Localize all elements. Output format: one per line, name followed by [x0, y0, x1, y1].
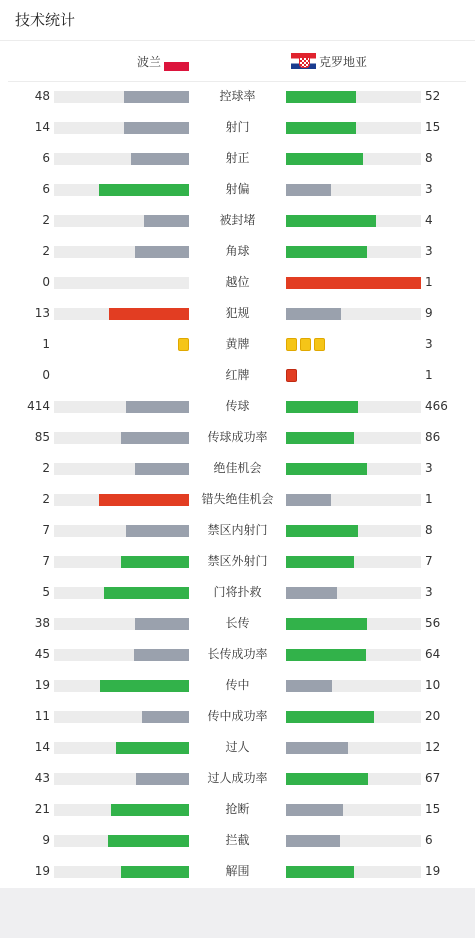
stat-row: [0, 174, 475, 205]
bar-fill-left: [135, 246, 189, 258]
stat-left-value: 0: [42, 275, 50, 289]
stat-row: [0, 546, 475, 577]
stat-label: 绝佳机会: [213, 461, 262, 475]
bar-fill-right: [286, 618, 367, 630]
stat-label: 黄牌: [225, 337, 250, 351]
bar-track-right: [286, 432, 421, 444]
bar-fill-right: [286, 525, 358, 537]
cards-left: [178, 338, 189, 352]
bar-fill-left: [104, 587, 189, 599]
bar-fill-left: [142, 711, 189, 723]
stat-label: 射门: [225, 120, 250, 134]
bar-fill-left: [131, 153, 189, 165]
stat-right-value: 7: [425, 554, 433, 568]
stat-label: 射偏: [225, 182, 250, 196]
stat-right-value: 6: [425, 833, 433, 847]
stat-label: 解围: [225, 864, 250, 878]
stat-right-value: 15: [425, 802, 441, 816]
bar-track-left: [54, 773, 189, 785]
bar-track-left: [54, 432, 189, 444]
bar-fill-left: [126, 401, 189, 413]
stat-left-value: 13: [34, 306, 50, 320]
bar-fill-right: [286, 401, 358, 413]
stat-right-value: 15: [425, 120, 441, 134]
stat-row: [0, 732, 475, 763]
bar-track-left: [54, 618, 189, 630]
stat-left-value: 9: [42, 833, 50, 847]
stat-label: 角球: [225, 244, 250, 258]
stat-row: [0, 391, 475, 422]
yellow-card-icon: [178, 338, 189, 351]
stat-left-value: 43: [34, 771, 50, 785]
stat-right-value: 64: [425, 647, 441, 661]
stat-label: 射正: [225, 151, 250, 165]
bar-track-left: [54, 525, 189, 537]
bar-track-left: [54, 215, 189, 227]
bar-fill-right: [286, 556, 354, 568]
bar-track-right: [286, 587, 421, 599]
stat-right-value: 8: [425, 151, 433, 165]
croatia-flag-icon: [291, 53, 316, 69]
bar-fill-right: [286, 494, 331, 506]
bar-fill-right: [286, 122, 356, 134]
bar-fill-left: [135, 463, 189, 475]
stat-row: [0, 484, 475, 515]
stat-label: 传球成功率: [207, 430, 268, 444]
bar-track-right: [286, 618, 421, 630]
bar-track-left: [54, 308, 189, 320]
stat-label: 传球: [225, 399, 250, 413]
stat-right-value: 86: [425, 430, 441, 444]
bar-track-right: [286, 91, 421, 103]
stat-right-value: 1: [425, 492, 433, 506]
bar-track-right: [286, 246, 421, 258]
team-right: [291, 52, 367, 70]
bar-fill-right: [286, 184, 331, 196]
bar-track-left: [54, 277, 189, 289]
bar-fill-right: [286, 308, 341, 320]
stat-row: [0, 112, 475, 143]
bar-track-left: [54, 587, 189, 599]
stat-label: 长传: [225, 616, 250, 630]
bar-fill-right: [286, 587, 337, 599]
stat-right-value: 3: [425, 461, 433, 475]
stat-row: [0, 143, 475, 174]
bar-fill-right: [286, 432, 354, 444]
page-title: 技术统计: [15, 11, 76, 29]
cards-right: [286, 369, 297, 383]
yellow-card-icon: [300, 338, 311, 351]
bar-track-left: [54, 153, 189, 165]
stat-left-value: 414: [27, 399, 50, 413]
stat-left-value: 6: [42, 151, 50, 165]
stat-left-value: 7: [42, 523, 50, 537]
bar-track-left: [54, 122, 189, 134]
bar-track-left: [54, 463, 189, 475]
stat-left-value: 1: [42, 337, 50, 351]
stat-label: 传中: [225, 678, 250, 692]
stat-right-value: 56: [425, 616, 441, 630]
bar-fill-right: [286, 246, 367, 258]
poland-flag-icon: [164, 55, 189, 71]
stat-row: [0, 360, 475, 391]
bar-track-right: [286, 835, 421, 847]
bar-track-left: [54, 556, 189, 568]
bar-fill-left: [121, 556, 189, 568]
bar-track-right: [286, 494, 421, 506]
bar-track-left: [54, 680, 189, 692]
stat-left-value: 0: [42, 368, 50, 382]
bar-track-right: [286, 773, 421, 785]
bar-track-right: [286, 556, 421, 568]
bar-fill-left: [121, 866, 189, 878]
bar-track-left: [54, 184, 189, 196]
bar-fill-left: [144, 215, 189, 227]
bar-track-right: [286, 649, 421, 661]
bar-fill-left: [111, 804, 189, 816]
bar-track-left: [54, 91, 189, 103]
bar-fill-right: [286, 835, 340, 847]
stat-row: [0, 453, 475, 484]
stat-right-value: 20: [425, 709, 441, 723]
stat-right-value: 1: [425, 275, 433, 289]
bar-fill-left: [100, 680, 189, 692]
stat-right-value: 466: [425, 399, 448, 413]
cards-right: [286, 338, 325, 352]
bar-fill-right: [286, 463, 367, 475]
bar-fill-left: [109, 308, 189, 320]
stat-row: [0, 577, 475, 608]
bar-track-right: [286, 122, 421, 134]
bar-track-right: [286, 184, 421, 196]
stat-row: [0, 205, 475, 236]
team-right-name: 克罗地亚: [319, 54, 368, 69]
stat-label: 被封堵: [219, 213, 256, 227]
stat-row: [0, 298, 475, 329]
stat-right-value: 19: [425, 864, 441, 878]
stat-label: 控球率: [219, 89, 256, 103]
bar-fill-left: [136, 773, 189, 785]
stat-left-value: 19: [34, 678, 50, 692]
stat-row: [0, 422, 475, 453]
stat-left-value: 19: [34, 864, 50, 878]
stat-right-value: 9: [425, 306, 433, 320]
stat-left-value: 45: [34, 647, 50, 661]
stat-right-value: 3: [425, 585, 433, 599]
stat-right-value: 3: [425, 244, 433, 258]
bar-track-right: [286, 401, 421, 413]
yellow-card-icon: [314, 338, 325, 351]
stat-left-value: 21: [34, 802, 50, 816]
bar-track-left: [54, 866, 189, 878]
stat-label: 越位: [225, 275, 250, 289]
stat-label: 抢断: [225, 802, 250, 816]
bar-fill-left: [99, 184, 189, 196]
stat-label: 错失绝佳机会: [201, 492, 274, 506]
bar-fill-left: [121, 432, 189, 444]
bar-track-right: [286, 680, 421, 692]
stat-left-value: 2: [42, 213, 50, 227]
stat-left-value: 2: [42, 244, 50, 258]
bar-fill-right: [286, 649, 366, 661]
stat-right-value: 4: [425, 213, 433, 227]
bar-track-right: [286, 742, 421, 754]
bar-track-left: [54, 804, 189, 816]
stat-label: 犯规: [225, 306, 250, 320]
bar-fill-right: [286, 773, 368, 785]
stat-right-value: 3: [425, 182, 433, 196]
stat-left-value: 2: [42, 492, 50, 506]
bar-fill-left: [124, 122, 189, 134]
stat-left-value: 5: [42, 585, 50, 599]
stat-row: [0, 763, 475, 794]
team-left: [137, 52, 189, 70]
stat-right-value: 1: [425, 368, 433, 382]
stat-right-value: 3: [425, 337, 433, 351]
stat-row: [0, 515, 475, 546]
bar-track-left: [54, 401, 189, 413]
bar-fill-right: [286, 680, 332, 692]
bar-fill-right: [286, 153, 363, 165]
stat-row: [0, 236, 475, 267]
bar-fill-left: [134, 649, 189, 661]
bar-track-right: [286, 153, 421, 165]
stat-label: 红牌: [225, 368, 250, 382]
header-divider: [0, 40, 475, 41]
bar-fill-right: [286, 866, 354, 878]
stat-label: 传中成功率: [207, 709, 268, 723]
stat-row: [0, 794, 475, 825]
bar-fill-right: [286, 804, 343, 816]
stat-label: 拦截: [225, 833, 250, 847]
bar-track-left: [54, 246, 189, 258]
stat-right-value: 52: [425, 89, 441, 103]
bar-fill-left: [124, 91, 189, 103]
bar-fill-right: [286, 215, 376, 227]
stat-left-value: 14: [34, 120, 50, 134]
stat-left-value: 85: [34, 430, 50, 444]
stat-row: [0, 329, 475, 360]
stat-label: 禁区内射门: [207, 523, 268, 537]
bar-track-right: [286, 711, 421, 723]
stat-left-value: 6: [42, 182, 50, 196]
stat-row: [0, 81, 475, 112]
bar-track-left: [54, 711, 189, 723]
stat-left-value: 7: [42, 554, 50, 568]
bar-track-right: [286, 463, 421, 475]
bar-fill-left: [108, 835, 189, 847]
stat-label: 禁区外射门: [207, 554, 268, 568]
stat-row: [0, 267, 475, 298]
stat-left-value: 2: [42, 461, 50, 475]
stat-label: 长传成功率: [207, 647, 268, 661]
bar-fill-right: [286, 91, 356, 103]
bar-fill-right: [286, 277, 421, 289]
bar-track-right: [286, 308, 421, 320]
bar-fill-right: [286, 742, 348, 754]
bar-track-right: [286, 866, 421, 878]
yellow-card-icon: [286, 338, 297, 351]
bar-track-right: [286, 277, 421, 289]
bar-fill-right: [286, 711, 374, 723]
stat-left-value: 14: [34, 740, 50, 754]
team-left-name: 波兰: [136, 54, 161, 69]
stat-label: 过人成功率: [207, 771, 268, 785]
bar-fill-left: [116, 742, 189, 754]
stat-label: 门将扑救: [213, 585, 262, 599]
bar-track-right: [286, 215, 421, 227]
red-card-icon: [286, 369, 297, 382]
stat-right-value: 8: [425, 523, 433, 537]
bar-fill-left: [99, 494, 189, 506]
stat-left-value: 48: [34, 89, 50, 103]
stat-row: [0, 608, 475, 639]
stat-right-value: 67: [425, 771, 441, 785]
bar-track-left: [54, 494, 189, 506]
bar-track-left: [54, 649, 189, 661]
stat-row: [0, 670, 475, 701]
stat-row: [0, 825, 475, 856]
bar-fill-left: [135, 618, 189, 630]
bar-track-left: [54, 742, 189, 754]
stat-row: [0, 639, 475, 670]
stat-label: 过人: [225, 740, 250, 754]
stat-right-value: 12: [425, 740, 441, 754]
stat-left-value: 38: [34, 616, 50, 630]
stat-left-value: 11: [34, 709, 50, 723]
bar-track-left: [54, 835, 189, 847]
bar-track-right: [286, 525, 421, 537]
stat-right-value: 10: [425, 678, 441, 692]
bar-fill-left: [126, 525, 189, 537]
stat-row: [0, 856, 475, 887]
stat-row: [0, 701, 475, 732]
bar-track-right: [286, 804, 421, 816]
